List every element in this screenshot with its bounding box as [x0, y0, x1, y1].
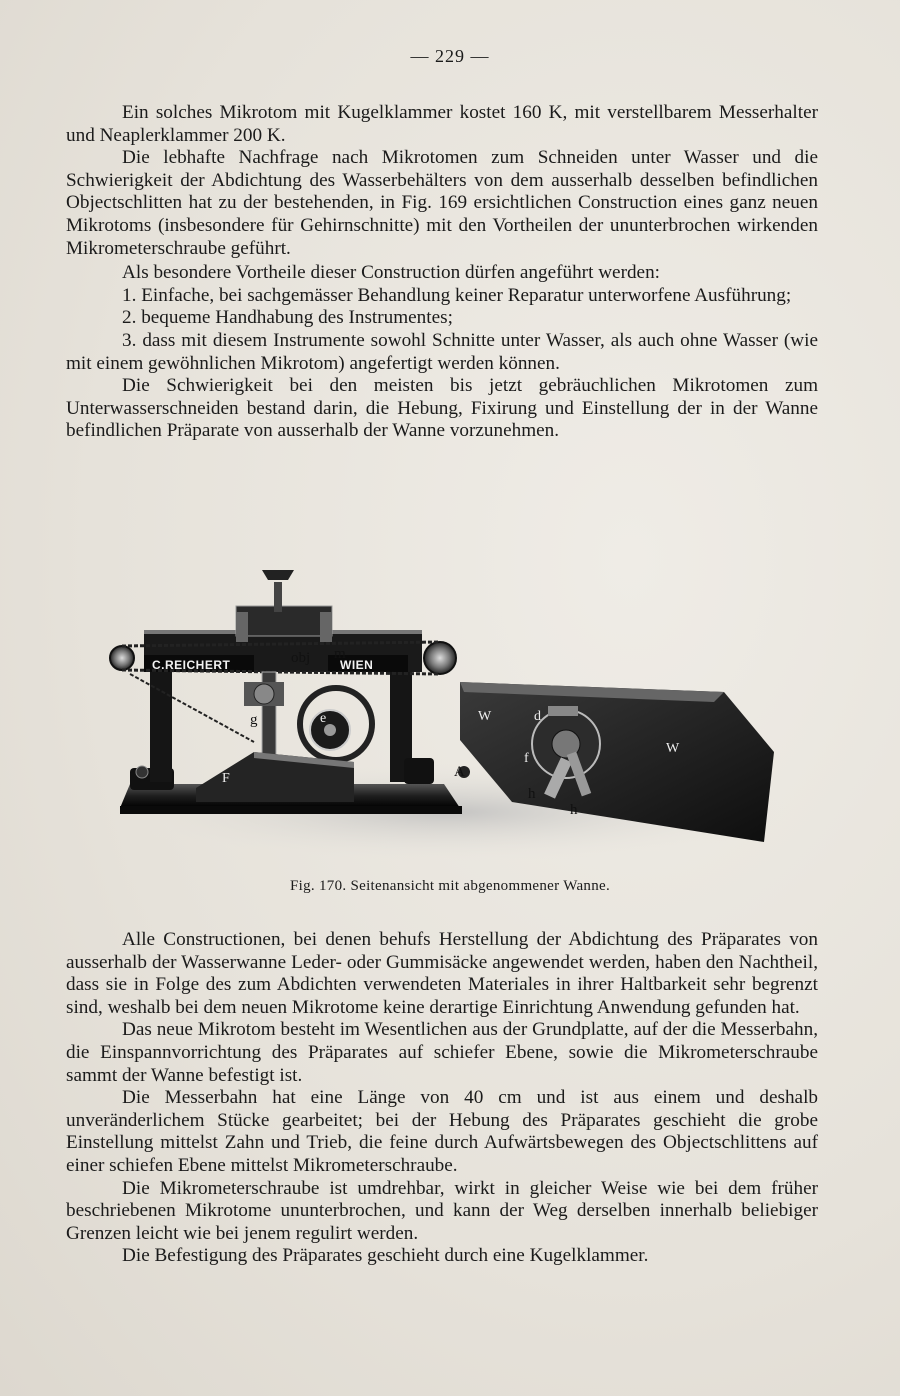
label-A: A [454, 764, 465, 780]
paragraph: Als besondere Vortheile dieser Construction dürfen angeführt werden: [122, 262, 660, 284]
wing-nut [262, 570, 294, 580]
paragraph: Die Schwierigkeit bei den meisten bis jetzt gebräuchlichen Mikrotomen zum Unterwasserschneiden bestand darin, die Hebung, Fixirung und Einstellung der in der Wanne befindlichen Präparate von ausserhalb der Wanne vorzunehmen. [66, 375, 818, 442]
microtome-engraving [104, 562, 794, 862]
label-h-right: h [570, 802, 578, 818]
paragraph: Das neue Mikrotom besteht im Wesentlichen aus der Grundplatte, auf der die Messerbahn, die Einspannvorrichtung des Präparates auf schiefer Ebene, sowie die Mikrometerschraube sammt der Wanne befestigt ist. [66, 1019, 818, 1086]
label-W-right: W [666, 741, 680, 756]
brand-right-text: WIEN [340, 658, 374, 672]
list-item: 1. Einfache, bei sachgemässer Behandlung keiner Reparatur unterworfene Ausführung; [122, 284, 792, 306]
text-block-bottom [66, 929, 818, 1268]
figure-microtome-illustration [104, 562, 794, 862]
label-obj: obj [291, 650, 311, 666]
list-item: 3. dass mit diesem Instrumente sowohl Schnitte unter Wasser, als auch ohne Wasser (wie mit einem gewöhnlichen Mikrotom) angefertigt werden können. [66, 329, 818, 374]
label-g: g [250, 712, 258, 728]
paragraph: Die Befestigung des Präparates geschieht durch eine Kugelklammer. [122, 1245, 649, 1267]
object-slide [236, 606, 332, 636]
paragraph: Die Mikrometerschraube ist umdrehbar, wirkt in gleicher Weise wie bei dem früher beschriebenen Mikrotome ununterbrochen, und kann der Weg derselben innerhalb beliebiger Grenzen leicht wie bei jenem regulirt werden. [66, 1177, 818, 1244]
label-f: f [524, 751, 529, 766]
paragraph: Die Messerbahn hat eine Länge von 40 cm und ist aus einem und deshalb unveränderlichem Stücke gearbeitet; bei der Hebung des Präparates geschieht die grobe Einstellung mittelst Zahn und Trieb, die feine durch Aufwärtsbewegen des Objectschlittens auf einer schiefen Ebene mittelst Mikrometerschraube. [66, 1087, 818, 1176]
label-F: F [222, 771, 230, 786]
page-number: — 229 — [410, 46, 490, 66]
label-W-left: W [478, 709, 492, 724]
list-item: 2. bequeme Handhabung des Instrumentes; [122, 307, 453, 329]
paragraph: Ein solches Mikrotom mit Kugelklammer kostet 160 K, mit verstellbarem Messerhalter und Neaplerklammer 200 K. [66, 102, 818, 146]
paragraph: Alle Constructionen, bei denen behufs Herstellung der Abdichtung des Präparates von ausserhalb der Wasserwanne Leder- oder Gummisäcke angewendet werden, haben den Nachtheil, dass sie in Folge des zum Abdichten verwendeten Materiales in ihrer Haltbarkeit sehr begrenzt sind, weshalb bei dem neuen Mikrotome keine derartige Einrichtung Anwendung gefunden hat. [66, 929, 818, 1018]
label-h-left: h [528, 786, 536, 802]
figure-caption: Fig. 170. Seitenansicht mit abgenommener Wanne. [289, 878, 611, 894]
paragraph: Die lebhafte Nachfrage nach Mikrotomen zum Schneiden unter Wasser und die Schwierigkeit der Abdichtung des Wasserbehälters von dem ausserhalb desselben befindlichen Objectschlitten hat zu der bestehenden, in Fig. 169 ersichtlichen Construction eines ganz neuen Mikrotoms (insbesondere für Gehirnschnitte) mit den Vortheilen der ununterbrochen wirkenden Mikrometerschraube geführt. [66, 147, 818, 259]
label-d: d [534, 709, 541, 724]
label-m: m [334, 646, 346, 662]
base-plate-edge [120, 806, 462, 814]
label-e: e [320, 711, 327, 726]
text-block-top [66, 102, 818, 443]
pulley-right [424, 642, 456, 674]
frame-pillar-left [150, 662, 172, 782]
pulley-left [110, 646, 134, 670]
brand-left-text: C.REICHERT [152, 658, 231, 672]
